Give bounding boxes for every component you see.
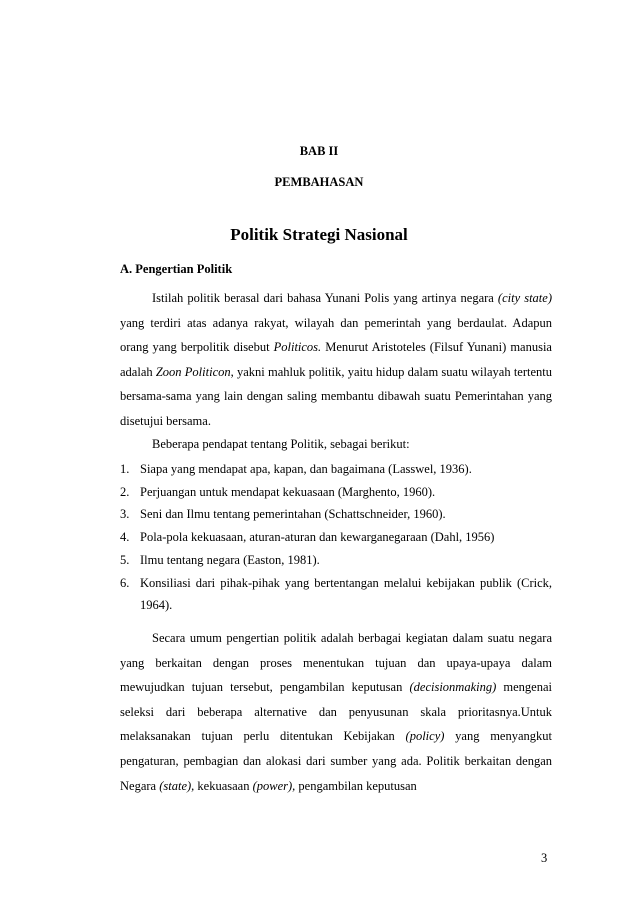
- list-item-text: Seni dan Ilmu tentang pemerintahan (Schattschneider, 1960).: [140, 507, 446, 522]
- paragraph-3-text-1: Secara umum pengertian politik adalah berbagai kegiatan dalam suatu negara yang berkaitan dengan proses menentukan tujuan dan upaya-upaya dalam mewujudkan tujuan tersebut, pengambilan keputusan: [120, 631, 552, 695]
- list-item: [120, 549, 552, 572]
- paragraph-3-text-4: kekuasaan: [194, 778, 253, 793]
- paragraph-2: [120, 432, 552, 457]
- paragraph-1-italic-2: Politicos.: [273, 340, 322, 355]
- definition-list: [120, 458, 552, 617]
- chapter-label: BAB II: [299, 144, 339, 158]
- paragraph-1: [120, 286, 552, 434]
- page-number: 3: [541, 851, 548, 865]
- list-number: 6.: [120, 575, 130, 590]
- paragraph-1-text-1: Istilah politik berasal dari bahasa Yunani Polis yang artinya negara: [152, 291, 498, 305]
- list-item: [120, 526, 552, 549]
- list-number: 1.: [120, 462, 130, 476]
- list-number: 2.: [120, 484, 130, 499]
- list-item-text: Ilmu tentang negara (Easton, 1981).: [140, 552, 320, 567]
- paragraph-3-italic-3: (state),: [159, 778, 195, 793]
- paragraph-3: [120, 626, 552, 798]
- paragraph-1-italic-1: (city state): [497, 291, 552, 305]
- chapter-subtitle: PEMBAHASAN: [274, 175, 364, 189]
- list-item: [120, 503, 552, 526]
- list-number: 4.: [120, 530, 130, 545]
- paragraph-3-text-5: pengambilan keputusan: [295, 778, 417, 793]
- list-item-text: Siapa yang mendapat apa, kapan, dan bagaimana (Lasswel, 1936).: [140, 462, 472, 476]
- paragraph-3-italic-2: (policy): [405, 729, 445, 744]
- paragraph-2-text: Beberapa pendapat tentang Politik, sebagai berikut:: [152, 437, 410, 451]
- list-item-text: Perjuangan untuk mendapat kekuasaan (Marghento, 1960).: [140, 484, 436, 499]
- list-item-text: Pola-pola kekuasaan, aturan-aturan dan kewarganegaraan (Dahl, 1956): [140, 530, 495, 545]
- list-number: 3.: [120, 507, 130, 522]
- paragraph-3-text-3: yang menyangkut pengaturan, pembagian dan alokasi dari sumber yang ada. Politik berkaitan dengan Negara: [120, 729, 552, 793]
- section-heading: A. Pengertian Politik: [120, 262, 233, 276]
- list-item: [120, 481, 552, 504]
- paragraph-1-text-4: , yakni mahluk politik, yaitu hidup dalam suatu wilayah tertentu bersama-sama yang lain dengan saling membantu dibawah suatu Pemerintahan yang disetujui bersama.: [120, 364, 552, 428]
- list-item: [120, 572, 552, 617]
- paragraph-1-text-3: Menurut Aristoteles (Filsuf Yunani) manusia adalah: [120, 340, 552, 379]
- page-title: Politik Strategi Nasional: [230, 225, 408, 244]
- paragraph-3-italic-4: (power),: [252, 778, 296, 793]
- list-item: [120, 458, 552, 481]
- paragraph-1-text-2: yang terdiri atas adanya rakyat, wilayah dan pemerintah yang berdaulat. Adapun orang yang berpolitik disebut: [120, 315, 552, 355]
- paragraph-1-italic-3: Zoon Politicon: [155, 364, 231, 379]
- list-item-text: Konsiliasi dari pihak-pihak yang bertentangan melalui kebijakan publik (Crick, 1964).: [140, 575, 552, 613]
- paragraph-3-italic-1: (decisionmaking): [409, 680, 497, 695]
- list-number: 5.: [120, 552, 130, 567]
- paragraph-3-text-2: mengenai seleksi dari beberapa alternative dan penyusunan skala prioritasnya.Untuk melaksanakan tujuan perlu ditentukan Kebijakan: [120, 680, 552, 744]
